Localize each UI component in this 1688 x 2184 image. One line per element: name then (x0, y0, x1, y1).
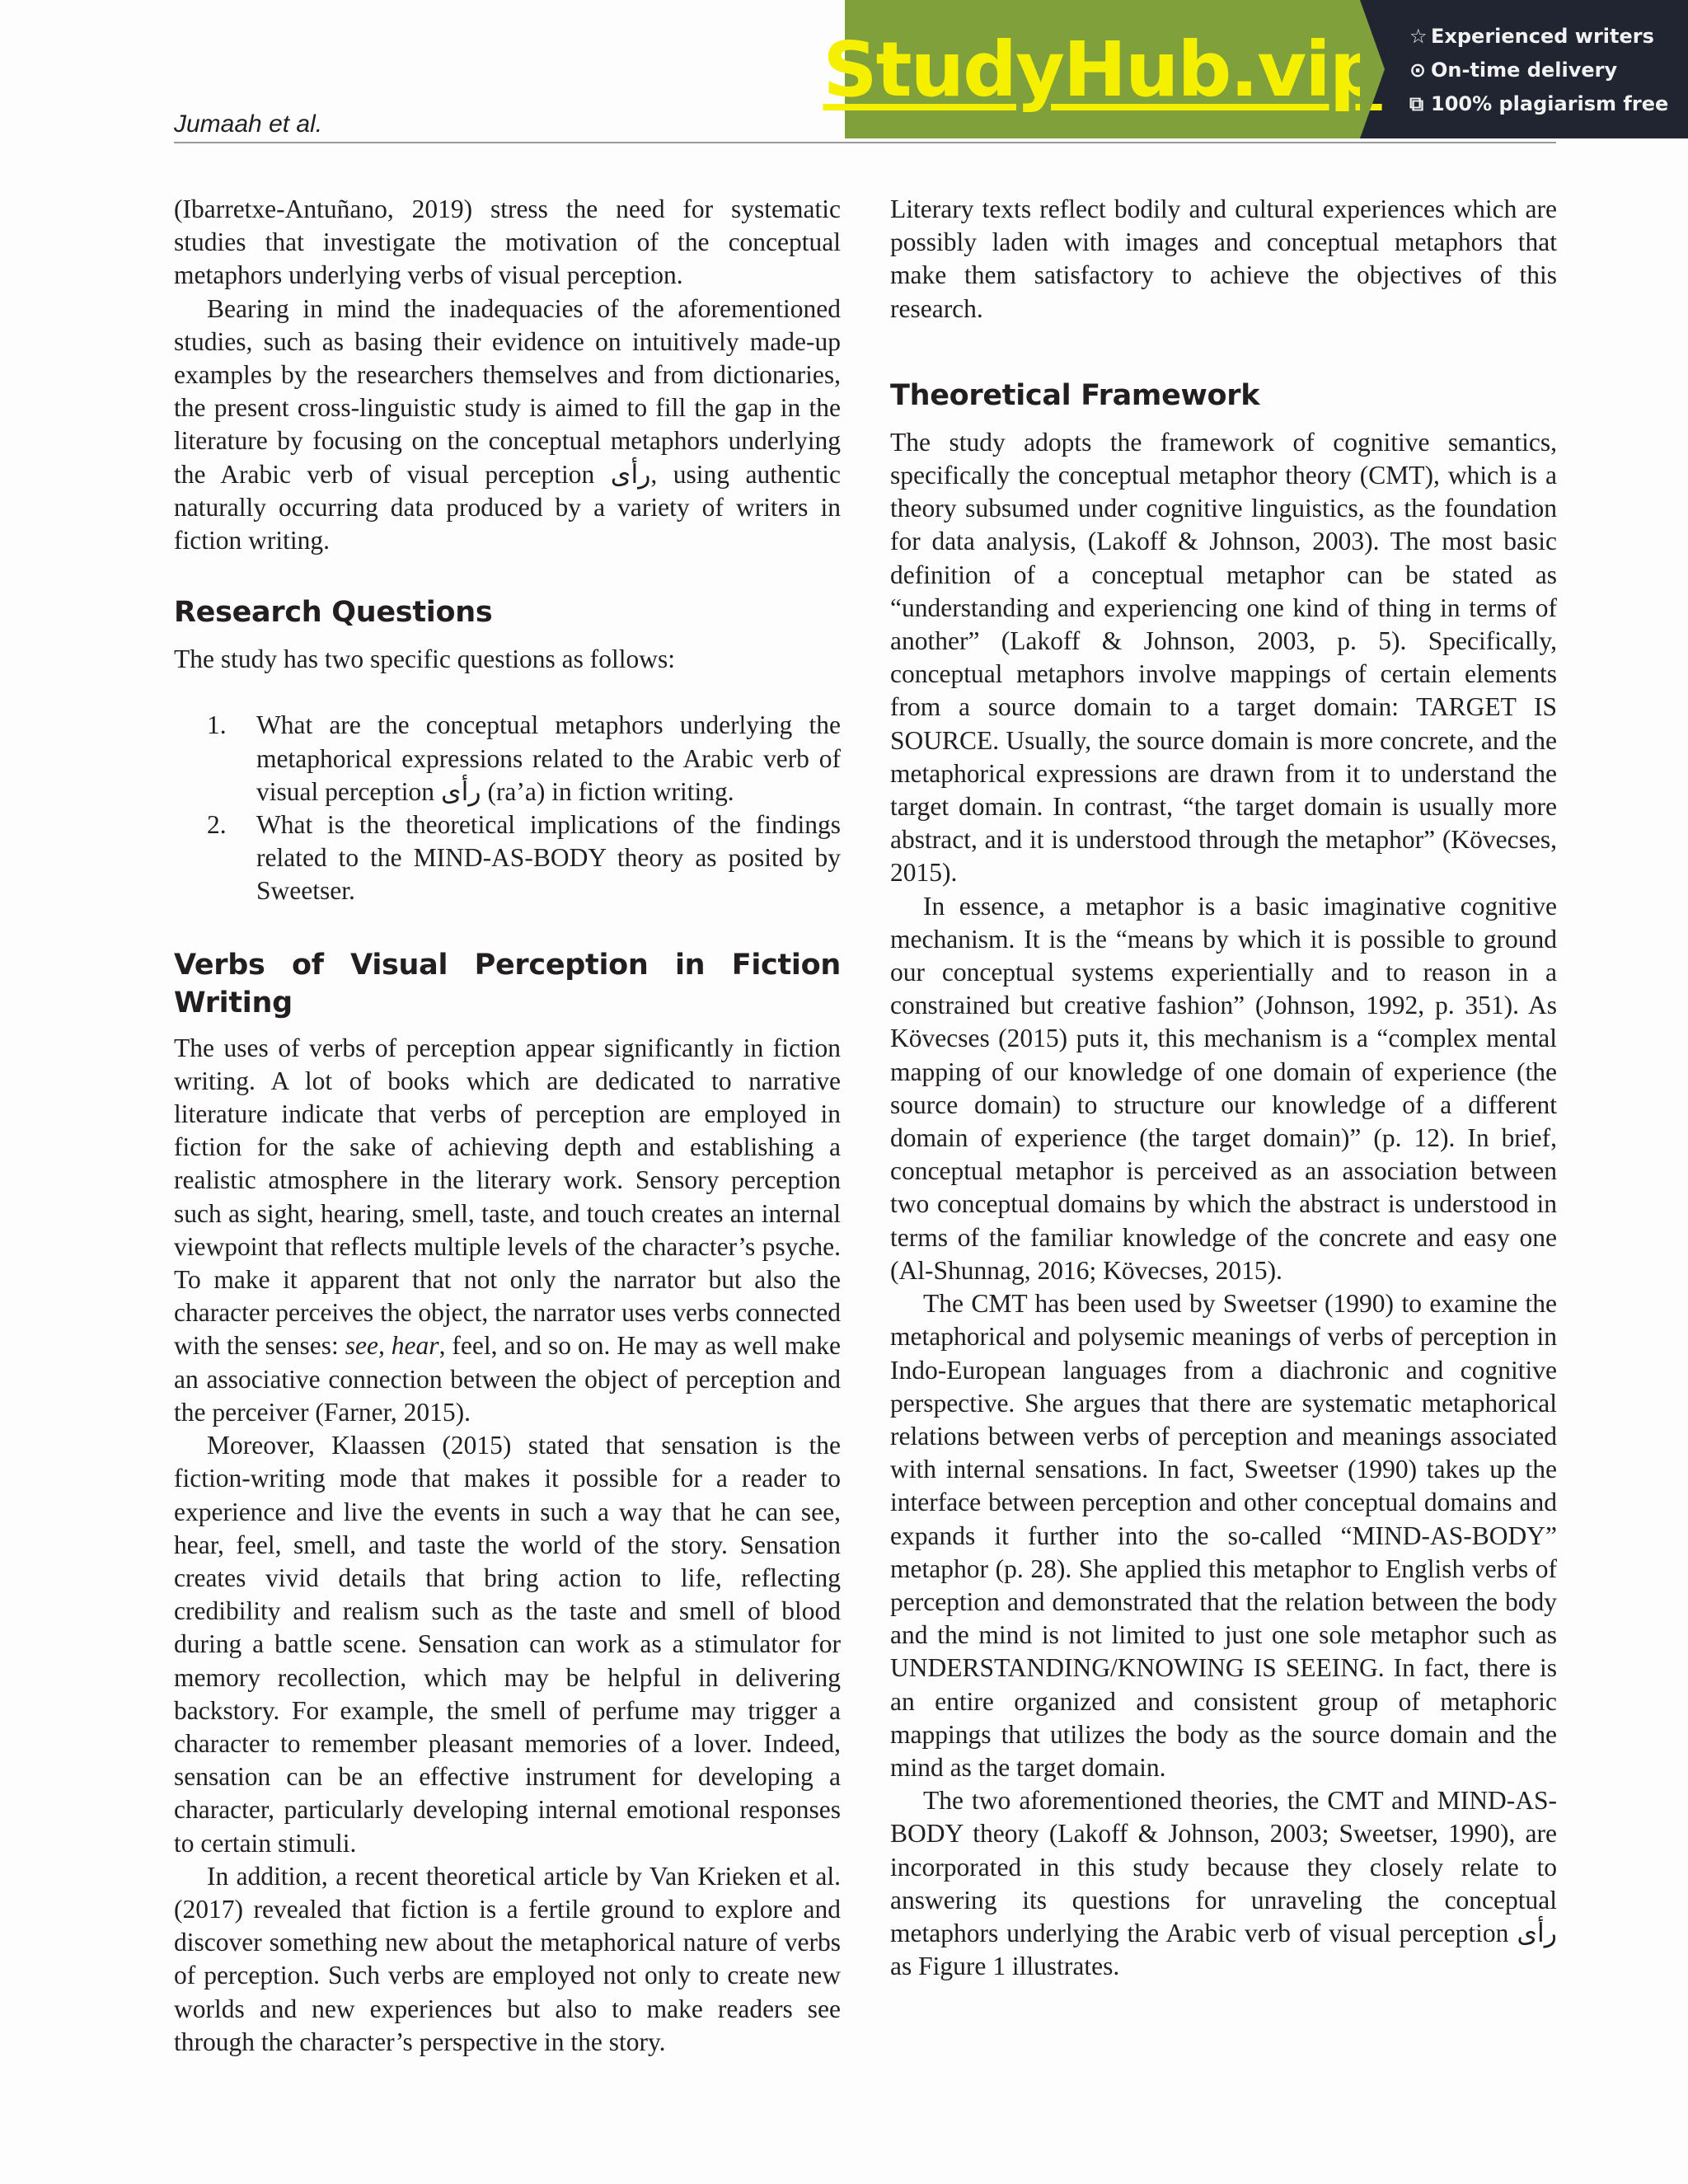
copy-icon: ⧉ (1409, 92, 1424, 115)
banner-logo-area (823, 0, 1382, 138)
list-number: 1. (207, 710, 227, 740)
feature-experienced-writers (1409, 20, 1688, 54)
running-head: Jumaah et al. (174, 110, 323, 138)
studyhub-logo: StudyHub.vip (823, 25, 1382, 114)
paragraph: In addition, a recent theoretical article by Van Krieken et al. (2017) revealed that fiction is a fertile ground to explore and discover something new about the metaphorical nature of verbs of perception. Such verbs are employed not only to create new worlds and new experiences but also to make readers see through the character’s perspective in the story. (174, 1861, 841, 2056)
paragraph: Bearing in mind the inadequacies of the aforementioned studies, such as basing their evidence on intuitively made-up examples by the researchers themselves and from dictionaries, the present cross-linguistic study is aimed to fill the gap in the literature by focusing on the conceptual metaphors underlying the Arabic verb of visual perception رأى, using authentic naturally occurring data produced by a variety of writers in fiction writing. (174, 293, 841, 555)
header-rule (174, 142, 1556, 143)
feature-label: On-time delivery (1431, 59, 1618, 82)
heading-research-questions: Research Questions (174, 596, 493, 630)
paragraph: (Ibarretxe-Antuñano, 2019) stress the need for systematic studies that investigate the motivation of the conceptual metaphors underlying verbs of visual perception. (174, 194, 841, 290)
research-questions-list (174, 709, 841, 907)
banner-features (1360, 0, 1688, 138)
paragraph: The CMT has been used by Sweetser (1990) to examine the metaphorical and polysemic meanings of verbs of perception in Indo-European languages from a diachronic and cognitive perspective. She argues that there are systematic metaphorical relations between verbs of perception and meanings associated with internal sensations. In fact, Sweetser (1990) takes up the interface between perception and other conceptual domains and expands it further into the so-called “MIND-AS-BODY” metaphor (p. 28). She applied this metaphor to English verbs of perception and demonstrated that the relation between the body and the mind is not limited to just one sole metaphor such as UNDERSTANDING/KNOWING IS SEEING. In fact, there is an entire organized and consistent group of metaphoric mappings that utilizes the body as the source domain and the mind as the target domain. (890, 1289, 1557, 1782)
italic-text: see, hear (345, 1331, 439, 1361)
feature-label: 100% plagiarism free (1431, 92, 1669, 115)
paragraph: Moreover, Klaassen (2015) stated that sensation is the fiction-writing mode that makes it possible for a reader to experience and live the events in such a way that he can see, hear, feel, smell, and taste the world of the story. Sensation creates vivid details that bring action to life, reflecting credibility and realism such as the taste and smell of blood during a battle scene. Sensation can work as a stimulator for memory recollection, which may be helpful in delivering backstory. For example, the smell of perfume may trigger a character to remember pleasant memories of a lover. Indeed, sensation can be an effective instrument for developing a character, particularly developing internal emotional responses to certain stimuli. (174, 1431, 841, 1858)
paragraph: The two aforementioned theories, the CMT and MIND-AS-BODY theory (Lakoff & Johnson, 2003; Sweetser, 1990), are incorporated in this study because they closely relate to answering its questions for unraveling the conceptual metaphors underlying the Arabic verb of visual perception رأى as Figure 1 illustrates. (890, 1786, 1557, 1981)
paragraph: In essence, a metaphor is a basic imaginative cognitive mechanism. It is the “means by which it is possible to ground our conceptual systems experientially and to reason in a constrained but creative fashion” (Johnson, 1992, p. 351). As Kövecses (2015) puts it, this mechanism is a “complex mental mapping of our knowledge of one domain of experience (the source domain) to structure our knowledge of a different domain of experience (the target domain)” (p. 12). In brief, conceptual metaphor is perceived as an association between two conceptual domains by which the abstract is understood in terms of the familiar knowledge of the concrete and easy one (Al-Shunnag, 2016; Kövecses, 2015). (890, 891, 1557, 1285)
heading-verbs-visual-perception: Verbs of Visual Perception in Fiction Writing (174, 948, 841, 1019)
ad-banner[interactable] (823, 0, 1688, 138)
paragraph: The study has two specific questions as follows: (174, 644, 676, 674)
heading-theoretical-framework: Theoretical Framework (890, 378, 1260, 412)
clock-icon: ⊙ (1409, 59, 1427, 82)
right-column (890, 193, 1557, 1983)
list-text: What is the theoretical implications of the findings related to the MIND-AS-BODY theory as posited by Sweetser. (256, 810, 841, 906)
list-text: What are the conceptual metaphors underlying the metaphorical expressions related to the Arabic verb of visual perception رأى (ra’a) in fiction writing. (256, 710, 841, 806)
text-span: The uses of verbs of perception appear significantly in fiction writing. A lot of books which are dedicated to narrative literature indicate that verbs of perception are employed in fiction for the sake of achieving depth and establishing a realistic atmosphere in the literary work. Sensory perception such as sight, hearing, smell, taste, and touch creates an internal viewpoint that reflects multiple levels of the character’s psyche. To make it apparent that not only the narrator but also the character perceives the object, the narrator uses verbs connected with the senses: (174, 1033, 841, 1361)
paragraph (174, 1032, 841, 1429)
feature-plagiarism-free (1409, 87, 1688, 121)
list-item (174, 808, 841, 908)
list-number: 2. (207, 810, 227, 840)
list-item (174, 709, 841, 808)
feature-label: Experienced writers (1431, 25, 1654, 48)
paragraph: Literary texts reflect bodily and cultural experiences which are possibly laden with images and conceptual metaphors that make them satisfactory to achieve the objectives of this research. (890, 194, 1557, 323)
star-icon: ☆ (1409, 25, 1428, 48)
text-span: , feel, and so on. He may as well make an associative connection between the object of perception and the perceiver (Farner, 2015). (174, 1331, 841, 1427)
paragraph: The study adopts the framework of cognitive semantics, specifically the conceptual metaphor theory (CMT), which is a theory subsumed under cognitive linguistics, as the foundation for data analysis, (Lakoff & Johnson, 2003). The most basic definition of a conceptual metaphor can be stated as “understanding and experiencing one kind of thing in terms of another” (Lakoff & Johnson, 2003, p. 5). Specifically, conceptual metaphors involve mappings of certain elements from a source domain to a target domain: TARGET IS SOURCE. Usually, the source domain is more concrete, and the metaphorical expressions are drawn from it to understand the target domain. In contrast, “the target domain is usually more abstract, and it is understood through the metaphor” (Kövecses, 2015). (890, 427, 1557, 888)
left-column (174, 193, 841, 2059)
feature-on-time-delivery (1409, 54, 1688, 87)
